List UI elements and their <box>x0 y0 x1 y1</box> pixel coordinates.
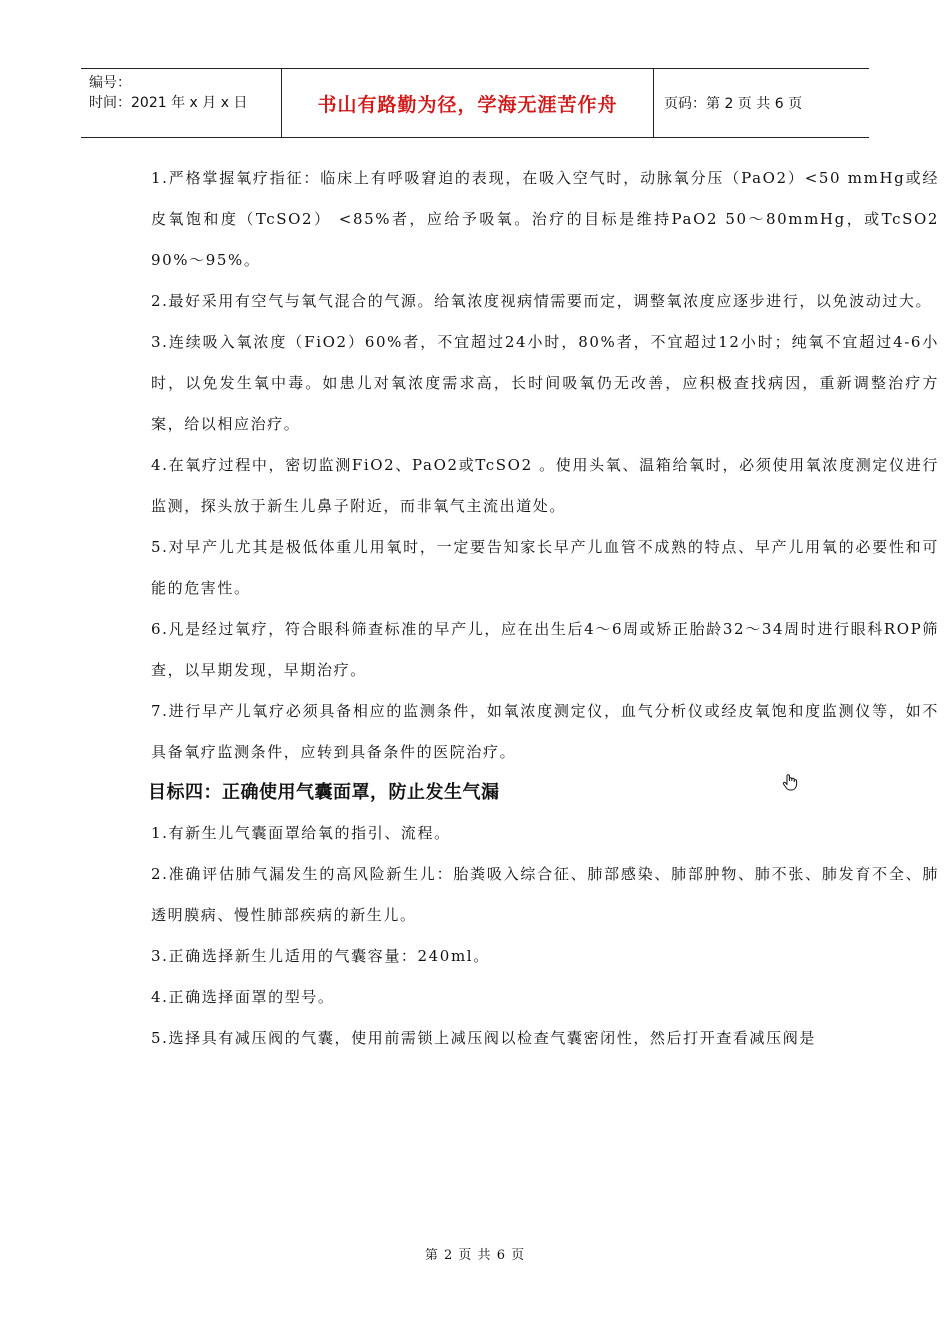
paragraph: 3.连续吸入氧浓度（FiO2）60%者，不宜超过24小时，80%者，不宜超过12小时；纯氧不宜超过4-6小时，以免发生氧中毒。如患儿对氧浓度需求高，长时间吸氧仍无改善，应积极查找病因，重新调整治疗方案，给以相应治疗。 <box>151 333 939 433</box>
paragraph: 1.严格掌握氧疗指征：临床上有呼吸窘迫的表现，在吸入空气时，动脉氧分压（PaO2）<50 mmHg或经皮氧饱和度（TcSO2） <85%者，应给予吸氧。治疗的目标是维持PaO2 50～80mmHg，或TcSO2 90%～95%。 <box>151 169 939 269</box>
paragraph: 4.正确选择面罩的型号。 <box>151 988 335 1006</box>
paragraph: 1.有新生儿气囊面罩给氧的指引、流程。 <box>151 824 451 842</box>
header-meta <box>81 69 282 137</box>
paragraph: 4.在氧疗过程中，密切监测FiO2、PaO2或TcSO2 。使用头氧、温箱给氧时，必须使用氧浓度测定仪进行监测，探头放于新生儿鼻子附近，而非氧气主流出道处。 <box>151 456 939 515</box>
time-label: 时间：2021 年 x 月 x 日 <box>89 95 248 111</box>
hand-cursor-icon <box>782 773 798 791</box>
paragraph: 7.进行早产儿氧疗必须具备相应的监测条件，如氧浓度测定仪，血气分析仪或经皮氧饱和度监测仪等，如不具备氧疗监测条件，应转到具备条件的医院治疗。 <box>151 702 939 761</box>
paragraph: 6.凡是经过氧疗，符合眼科筛查标准的早产儿，应在出生后4～6周或矫正胎龄32～34周时进行眼科ROP筛查，以早期发现，早期治疗。 <box>151 620 939 679</box>
paragraph: 2.最好采用有空气与氧气混合的气源。给氧浓度视病情需要而定，调整氧浓度应逐步进行，以免波动过大。 <box>151 292 933 310</box>
section-heading: 目标四：正确使用气囊面罩，防止发生气漏 <box>148 782 500 803</box>
paragraph: 3.正确选择新生儿适用的气囊容量：240ml。 <box>151 947 490 965</box>
paragraph: 5.选择具有减压阀的气囊，使用前需锁上减压阀以检查气囊密闭性，然后打开查看减压阀是 <box>151 1029 816 1047</box>
paragraph: 2.准确评估肺气漏发生的高风险新生儿：胎粪吸入综合征、肺部感染、肺部肿物、肺不张、肺发育不全、肺透明膜病、慢性肺部疾病的新生儿。 <box>151 865 939 924</box>
paragraph: 5.对早产儿尤其是极低体重儿用氧时，一定要告知家长早产儿血管不成熟的特点、早产儿用氧的必要性和可能的危害性。 <box>151 538 939 597</box>
serial-label: 编号： <box>89 75 131 91</box>
document-body <box>148 158 939 1059</box>
header-motto: 书山有路勤为径，学海无涯苦作舟 <box>282 69 654 137</box>
header-table <box>81 68 869 138</box>
page-footer: 第 2 页 共 6 页 <box>424 1248 526 1263</box>
header-page-info: 页码：第 2 页 共 6 页 <box>664 96 803 112</box>
